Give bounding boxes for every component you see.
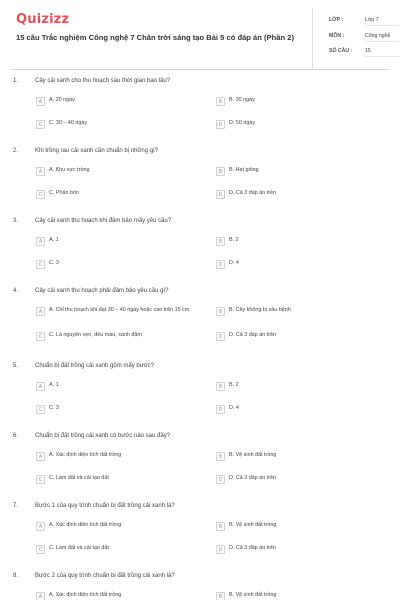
option-text: B. 30 ngày [229, 97, 255, 103]
question-text: Cây cải xanh cho thu hoạch sau thời gian bao lâu? [35, 78, 171, 84]
option-letter-box: A [36, 307, 45, 316]
option-text: D. 50 ngày [229, 120, 256, 126]
question-7 [10, 503, 390, 573]
worksheet-header [10, 8, 390, 70]
option-text: D. 4 [229, 260, 239, 266]
option-text: C. Làm đất và cải tạo đất [49, 545, 109, 551]
meta-class-key: LỚP : [329, 17, 344, 23]
question-text: Chuẩn bị đất trồng cải xanh gồm mấy bước? [35, 363, 155, 369]
meta-count-value: 15 [365, 48, 399, 57]
option-text: A. 1 [49, 237, 59, 243]
option-text: C. 3 [49, 405, 59, 411]
option-letter-box: A [36, 167, 45, 176]
option-text: B. Vệ sinh đất trồng [229, 522, 277, 528]
option-text: A. 1 [49, 382, 59, 388]
question-2 [10, 148, 390, 218]
option-text: A. 20 ngày [49, 97, 75, 103]
option-text: C. 3 [49, 260, 59, 266]
option-letter-box: C [36, 260, 45, 269]
option-text: A. Xác định diện tích đất trồng [49, 452, 122, 458]
meta-count-key: SỐ CÂU : [329, 48, 353, 54]
option-text: C. Làm đất và cải tạo đất [49, 475, 109, 481]
option-text: A. Xác định diện tích đất trồng [49, 522, 122, 528]
option-letter-box: C [36, 332, 45, 341]
question-text: Chuẩn bị đất trồng cải xanh có bước nào sau đây? [35, 433, 171, 439]
question-number: 6. [13, 433, 19, 439]
option-letter-box: A [36, 237, 45, 246]
option-text: A. Xác định diện tích đất trồng [49, 592, 122, 598]
meta-subject-key: MÔN : [329, 33, 345, 39]
option-letter-box: B [216, 592, 225, 600]
option-text: D. Cả 3 đáp án trên [229, 332, 277, 338]
question-number: 4. [13, 288, 19, 294]
option-letter-box: D [216, 405, 225, 414]
question-text: Bước 1 của quy trình chuẩn bị đất trồng cải xanh là? [35, 503, 175, 509]
option-text: A. Chỉ thu hoạch khi đạt 30 – 40 ngày hoặc cao trên 15 cm [49, 307, 190, 313]
option-text: C. Phân bón [49, 190, 79, 196]
option-letter-box: A [36, 592, 45, 600]
question-text: Cây cải xanh thu hoạch khi đảm bảo mấy yêu cầu? [35, 218, 172, 224]
option-text: B. Hạt giống [229, 167, 259, 173]
option-letter-box: D [216, 475, 225, 484]
option-letter-box: D [216, 120, 225, 129]
option-text: A. Khu vực trồng [49, 167, 90, 173]
question-5 [10, 363, 390, 433]
option-letter-box: C [36, 545, 45, 554]
option-text: B. 2 [229, 382, 239, 388]
option-letter-box: B [216, 167, 225, 176]
option-text: D. Cả 3 đáp án trên [229, 475, 277, 481]
option-letter-box: C [36, 405, 45, 414]
option-letter-box: A [36, 382, 45, 391]
meta-subject-value: Công nghệ [365, 33, 399, 42]
question-number: 2. [13, 148, 19, 154]
option-text: B. Vệ sinh đất trồng [229, 452, 277, 458]
question-8 [10, 573, 390, 600]
option-letter-box: D [216, 190, 225, 199]
question-number: 5. [13, 363, 19, 369]
question-4 [10, 288, 390, 358]
meta-subject-row [329, 33, 399, 45]
question-number: 3. [13, 218, 19, 224]
option-text: D. 4 [229, 405, 239, 411]
option-text: B. 2 [229, 237, 239, 243]
question-text: Bước 2 của quy trình chuẩn bị đất trồng cải xanh là? [35, 573, 175, 579]
question-number: 7. [13, 503, 19, 509]
question-number: 8. [13, 573, 19, 579]
question-text: Cây cải xanh thu hoạch phải đảm bảo yêu cầu gì? [35, 288, 169, 294]
option-letter-box: B [216, 237, 225, 246]
option-letter-box: B [216, 382, 225, 391]
option-letter-box: C [36, 475, 45, 484]
option-text: D. Cả 3 đáp án trên [229, 190, 277, 196]
option-letter-box: C [36, 190, 45, 199]
worksheet-meta [312, 8, 390, 68]
option-letter-box: B [216, 452, 225, 461]
option-letter-box: B [216, 97, 225, 106]
option-letter-box: A [36, 452, 45, 461]
question-6 [10, 433, 390, 503]
option-letter-box: A [36, 97, 45, 106]
option-text: C. 30 – 40 ngày [49, 120, 88, 126]
question-1 [10, 78, 390, 148]
option-letter-box: C [36, 120, 45, 129]
question-3 [10, 218, 390, 288]
option-text: B. Vệ sinh đất trồng [229, 592, 277, 598]
quizizz-logo[interactable]: Quizizz [16, 12, 70, 27]
option-letter-box: A [36, 522, 45, 531]
option-letter-box: B [216, 522, 225, 531]
option-text: B. Cây không bị sâu bệnh [229, 307, 291, 313]
option-letter-box: D [216, 260, 225, 269]
option-letter-box: B [216, 307, 225, 316]
meta-class-row [329, 17, 399, 29]
option-letter-box: D [216, 332, 225, 341]
question-number: 1. [13, 78, 19, 84]
meta-class-value: Lớp 7 [365, 17, 399, 26]
option-text: D. Cả 3 đáp án trên [229, 545, 277, 551]
meta-count-row [329, 48, 399, 60]
option-letter-box: D [216, 545, 225, 554]
question-text: Khi trồng rau cải xanh cần chuẩn bị những gì? [35, 148, 159, 154]
worksheet-title: 15 câu Trắc nghiệm Công nghệ 7 Chân trời sáng tạo Bài 5 có đáp án (Phần 2) [16, 33, 294, 42]
option-text: C. Lá nguyên vẹn, đều màu, xanh đậm [49, 332, 142, 338]
